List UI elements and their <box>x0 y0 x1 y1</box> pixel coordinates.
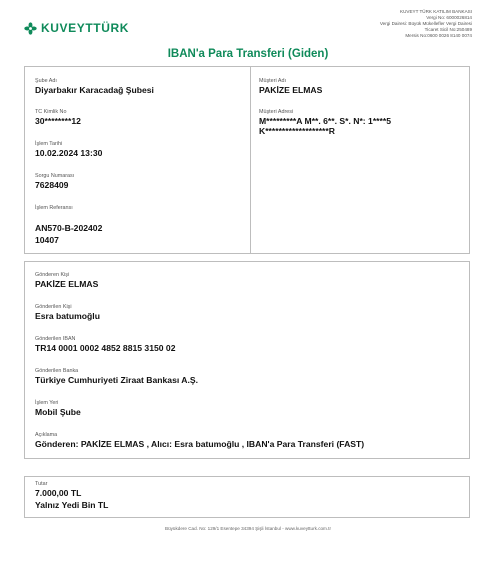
customer-name-value: PAKİZE ELMAS <box>259 85 323 95</box>
recipient-label: Gönderilen Kişi <box>35 304 72 310</box>
transfer-details-box <box>24 261 470 459</box>
bank-info-line: KUVEYT TÜRK KATILIM BANKASI <box>400 9 472 14</box>
bank-info-line: Vergi No: 6000026814 <box>426 15 472 20</box>
customer-address-line2: K*******************R <box>259 126 335 136</box>
query-value: 7628409 <box>35 180 69 190</box>
bank-label: Gönderilen Banka <box>35 368 79 374</box>
footer-address: Büyükdere Cad. No: 129/1 Esentepe 34394 Şişli İstanbul - www.kuveytturk.com.tr <box>165 526 331 531</box>
column-divider <box>250 67 251 253</box>
customer-address-line1: M*********A M**. 6**. S*. N*: 1****5 <box>259 116 391 126</box>
tc-label: TC Kimlik No <box>35 109 67 115</box>
logo <box>24 21 129 35</box>
customer-name-label: Müşteri Adı <box>259 78 286 84</box>
iban-label: Gönderilen IBAN <box>35 336 76 342</box>
kuveytturk-logo-icon <box>24 22 37 35</box>
bank-info-line: Vergi Dairesi: Büyük Mükellefler Vergi Dairesi <box>379 21 472 26</box>
branch-label: Şube Adı <box>35 78 57 84</box>
date-value: 10.02.2024 13:30 <box>35 148 103 158</box>
recipient-value: Esra batumoğlu <box>35 311 100 321</box>
amount-box <box>24 476 470 518</box>
document-title: IBAN'a Para Transferi (Giden) <box>167 48 329 60</box>
bank-value: Türkiye Cumhuriyeti Ziraat Bankası A.Ş. <box>35 375 199 385</box>
amount-words: Yalnız Yedi Bin TL <box>35 500 109 510</box>
place-label: İşlem Yeri <box>35 400 59 406</box>
customer-address-label: Müşteri Adresi <box>259 109 294 115</box>
bank-info-line: Mersis No:0600 0026 8140 0074 <box>405 33 472 38</box>
query-label: Sorgu Numarası <box>35 173 75 179</box>
bank-info <box>380 9 472 39</box>
brand-name: KUVEYTTÜRK <box>41 21 130 35</box>
transaction-info-box <box>24 66 470 254</box>
place-value: Mobil Şube <box>35 407 81 417</box>
sender-label: Gönderen Kişi <box>35 272 70 278</box>
amount-label: Tutar <box>35 481 48 487</box>
bank-info-line: Ticaret Sicil No:250489 <box>424 27 472 32</box>
sender-value: PAKİZE ELMAS <box>35 279 99 289</box>
reference-value-line2: 10407 <box>35 235 59 245</box>
description-value: Gönderen: PAKİZE ELMAS , Alıcı: Esra batumoğlu , IBAN'a Para Transferi (FAST) <box>35 439 365 449</box>
reference-value-line1: AN570-B-202402 <box>35 223 103 233</box>
reference-label: İşlem Referansı <box>35 205 73 211</box>
description-label: Açıklama <box>35 432 58 438</box>
iban-value: TR14 0001 0002 4852 8815 3150 02 <box>35 343 176 353</box>
amount-value: 7.000,00 TL <box>35 488 82 498</box>
date-label: İşlem Tarihi <box>35 141 63 147</box>
branch-value: Diyarbakır Karacadağ Şubesi <box>35 85 154 95</box>
tc-value: 30********12 <box>35 116 81 126</box>
